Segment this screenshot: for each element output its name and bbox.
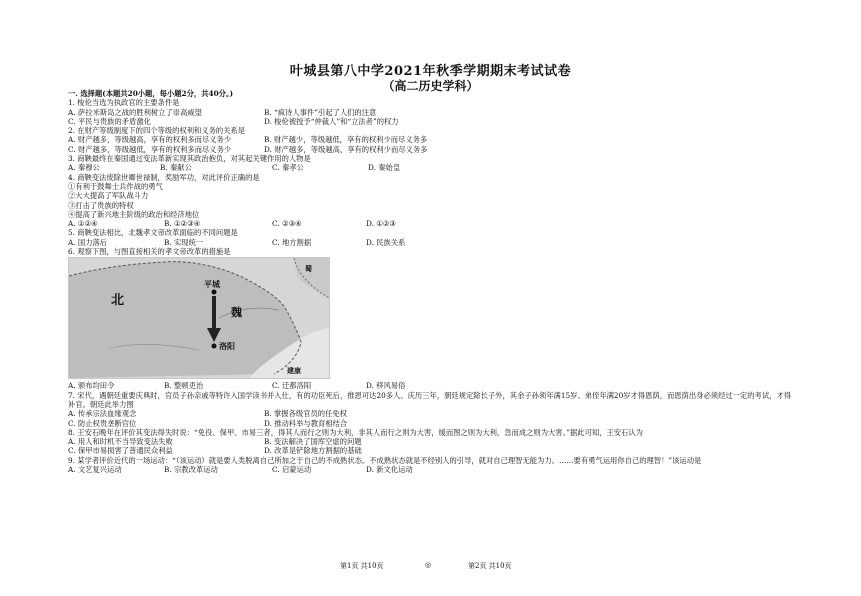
option-c: C. 迁都洛阳	[272, 381, 312, 391]
question-8-options-ab	[68, 437, 798, 446]
question-7-options-cd	[68, 419, 798, 428]
question-9-stem: 9. 某学者评价近代的一场运动：“（该运动）就是要人类脱离自己所加之于自己的不成熟状态。不成熟状态就是不经别人的引导，就对自己理智无能为力。……要有勇气运用你自己的理智！”该运动是	[68, 455, 702, 465]
statement-3: ③打击了贵族的特权	[68, 200, 134, 210]
page-number-left: 第1页 共10页	[340, 562, 384, 570]
exam-title: 叶城县第八中学2021年秋季学期期末考试试卷	[289, 64, 572, 79]
option-a: A. ①②④	[68, 219, 98, 229]
question-1-options-cd	[68, 117, 798, 126]
option-c: C. 保甲市易损害了普通民众利益	[68, 446, 173, 456]
map-label-corner: 蜀	[305, 264, 312, 274]
option-b: B. “疯诗人事件”引起了人们的注意	[264, 107, 377, 117]
option-a: A. 颁布均田令	[68, 381, 115, 391]
option-b: B. 变法解决了国库空虚的问题	[264, 437, 362, 447]
option-b: B. 掌握各级官员的任免权	[264, 409, 347, 419]
option-d: D. 财产越多，等级越高，享有的权利少而尽义务多	[264, 144, 428, 154]
question-7-stem: 7. 宋代，遇朝廷重要庆典时，官员子孙亲戚等特许入国学读书并入仕，有的功臣死后，推恩可达20多人。庆历三年，朝廷规定除长子外，其余子孙须年满15岁、弟侄年满20岁才得恩荫，而恩荫出身必须经过一定的考试，才得补官。朝廷此举力图	[68, 390, 792, 409]
option-b: B. 秦献公	[160, 163, 192, 173]
question-6-stem: 6. 观察下图，与图直接相关的孝文帝改革的措施是	[68, 247, 231, 257]
statement-4: ④提高了新兴地主阶级的政治和经济地位	[68, 209, 200, 219]
option-d: D. 改革是铲除地方割据的基础	[264, 446, 362, 456]
question-8-stem: 8. 王安石晚年在评价其变法得失时说：“免役、保甲、市易三者，得其人而行之则为大利，非其人而行之则为大害，缓而图之则为大利，急而成之则为大害。”据此可知，王安石认为	[68, 427, 643, 437]
option-a: A. 萨拉米斯岛之战的胜利树立了崇高威望	[68, 107, 202, 117]
question-1-options-ab	[68, 108, 798, 117]
option-a: A. 用人和时机不当导致变法失败	[68, 437, 173, 447]
question-5-stem: 5. 商鞅变法相比，北魏孝文帝改革面临的不同问题是	[68, 228, 238, 238]
option-c: C. 防止权贵垄断官位	[68, 418, 137, 428]
map-drawing	[69, 258, 329, 378]
option-b: B. 财产越少，等级越低，享有的权利少而尽义务多	[264, 135, 428, 145]
statement-1: ①有利于鼓舞士兵作战的勇气	[68, 181, 163, 191]
question-7-options-ab	[68, 409, 798, 418]
question-9-options	[68, 465, 798, 474]
exam-subtitle: （高二历史学科）	[382, 79, 479, 93]
statement-2: ②大大提高了军队战斗力	[68, 191, 149, 201]
question-2-options-ab	[68, 135, 798, 144]
question-5-options	[68, 238, 798, 247]
option-c: C. 启蒙运动	[272, 465, 312, 475]
option-d: D. ①②③	[366, 219, 396, 229]
option-a: A. 国力落后	[68, 237, 108, 247]
question-2-stem: 2. 在财产等级制度下的四个等级的权利和义务的关系是	[68, 126, 246, 136]
option-a: A. 秦穆公	[68, 163, 100, 173]
map-label-pingcheng: 平城	[204, 279, 220, 290]
question-4-options	[68, 219, 798, 228]
question-2-options-cd	[68, 145, 798, 154]
question-4-stem: 4. 商鞅变法废除世卿世禄制，奖励军功，对此评价正确的是	[68, 172, 260, 182]
option-a: A. 财产越多，等级越高，享有的权利多而尽义务少	[68, 135, 232, 145]
map-label-north: 北	[111, 293, 125, 309]
section-heading: 一. 选择题(本题共20小题，每小题2分，共40分。)	[68, 89, 234, 98]
center-mark-icon: ◎	[425, 561, 432, 569]
option-c: C. 财产越多，等级越低，享有的权利多而尽义务少	[68, 144, 232, 154]
option-d: D. 新文化运动	[366, 465, 413, 475]
option-d: D. 梭伦被授予“仲裁人”和“立法者”的权力	[264, 116, 399, 126]
option-c: C. 平民与贵族的矛盾激化	[68, 116, 151, 126]
option-d: D. 推动科举与教育相结合	[264, 418, 348, 428]
option-b: B. 宗教改革运动	[164, 465, 218, 475]
map-label-wei: 魏	[231, 306, 242, 320]
option-a: A. 文艺复兴运动	[68, 465, 122, 475]
option-b: B. 实现统一	[164, 237, 204, 247]
option-b: B. 整顿吏治	[164, 381, 204, 391]
question-1-stem: 1. 梭伦当选为执政官的主要条件是	[68, 98, 180, 108]
map-label-jiankang: 建康	[287, 366, 301, 376]
page-number-right: 第2页 共10页	[468, 562, 512, 570]
map-figure	[68, 257, 330, 379]
option-c: C. 秦孝公	[272, 163, 304, 173]
option-d: D. 秦始皇	[368, 163, 401, 173]
option-d: D. 移风易俗	[366, 381, 406, 391]
map-label-luoyang: 洛阳	[219, 341, 235, 352]
option-c: C. ②③④	[272, 219, 302, 229]
option-d: D. 民族关系	[366, 237, 406, 247]
question-3-stem: 3. 商鞅最终在秦国通过变法革新实现其政治抱负，对其起关键作用的人物是	[68, 154, 311, 164]
exam-content	[68, 89, 798, 474]
option-b: B. ①②③④	[164, 219, 201, 229]
option-a: A. 传承宗法血缘观念	[68, 409, 137, 419]
question-3-options	[68, 163, 798, 172]
question-6-options	[68, 381, 798, 390]
option-c: C. 地方割据	[272, 237, 312, 247]
question-8-options-cd	[68, 446, 798, 455]
